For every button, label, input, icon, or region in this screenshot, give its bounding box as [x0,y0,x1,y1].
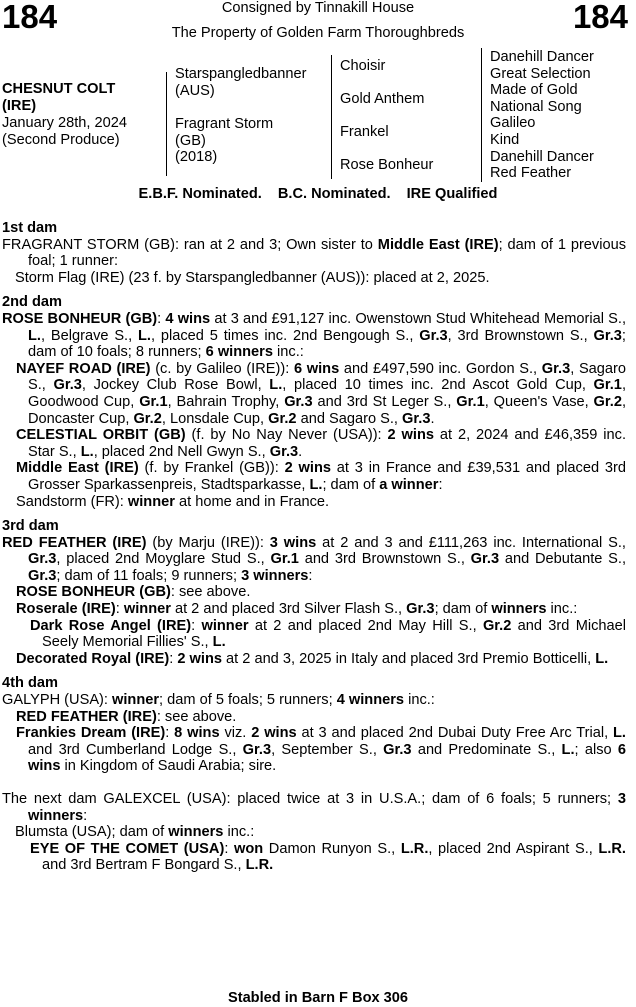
bold-text: L.R. [598,840,626,857]
bold-text: Gr.3 [28,551,57,568]
bold-text: winner [123,601,171,618]
text: , placed 10 times inc. 2nd Ascot Gold Cup, [282,377,594,394]
text: GALYPH (USA): [2,692,113,709]
bold-text: Roserale (IRE) [16,601,116,618]
dam-name: Fragrant Storm [175,116,274,132]
bold-text: Middle East (IRE) [377,236,499,253]
section-heading: 4th dam [2,675,58,692]
dam-country: (GB) [175,132,206,149]
stabling-info: Stabled in Barn F Box 306 [227,990,409,1006]
text: and Debutante S., [499,551,627,568]
text: , placed 2nd Nell Gwyn S., [93,443,270,460]
bold-text: 2 wins [387,427,434,444]
text: : [308,567,313,584]
pedigree-gen4-3: Made of Gold [490,82,578,99]
bold-text: RED FEATHER (IRE) [2,534,147,551]
pedigree-entry [30,841,626,874]
lot-number-left: 184 [2,0,58,35]
lot-number-right: 184 [572,0,628,35]
bold-text: Gr.1 [456,393,485,410]
bold-text: L. [80,443,94,460]
bold-text: Gr.3 [419,327,448,344]
horse-description [2,81,127,149]
text: and 3rd Bertram F Bongard S., [42,857,246,874]
text: and £497,590 inc. Gordon S., [339,360,542,377]
text: and 3rd Cumberland Lodge S., [28,741,243,758]
text: ; dam of 11 foals; 9 runners; [56,567,242,584]
bold-text: Frankies Dream (IRE) [16,725,166,742]
horse-produce: (Second Produce) [2,132,120,148]
text: (by Marju (IRE)): [146,534,270,551]
text: (f. by Frankel (GB)): [138,460,285,477]
text: (c. by Galileo (IRE)): [150,360,294,377]
text: and Sagaro S., [296,410,403,427]
text: , placed 2nd Moyglare Stud S., [56,551,271,568]
ire-qualified: IRE Qualified [406,186,498,202]
pedigree-entry [16,427,626,460]
text: at 3 and placed 2nd Dubai Duty Free Arc Trial, [296,725,614,742]
bold-text: Gr.1 [270,551,299,568]
bold-text: Gr.3 [383,741,412,758]
bold-text: Dark Rose Angel (IRE) [30,617,192,634]
pedigree-gen4-8: Red Feather [490,165,572,182]
text: : [169,650,178,667]
bold-text: L. [561,741,575,758]
text: , Bahrain Trophy, [167,393,285,410]
owner: The Property of Golden Farm Thoroughbreds [171,25,465,41]
bold-text: Gr.3 [53,377,82,394]
bold-text: 3 winners [28,791,626,824]
text: ; dam of 5 foals; 5 runners; [159,692,337,709]
pedigree-entry [16,494,626,511]
pedigree-entry [2,824,626,841]
text: and 3rd St Leger S., [312,393,457,410]
text: inc.: [404,692,435,709]
bold-text: L. [212,634,226,651]
family-details [2,220,626,874]
text: at home and in France. [174,493,330,510]
text: The next dam GALEXCEL (USA): placed twice at 3 in U.S.A.; dam of 6 foals; 5 runners; [2,791,618,807]
bold-text: 6 wins [293,360,340,377]
bold-text: 3 winners [241,567,309,584]
bold-text: RED FEATHER (IRE) [16,708,157,725]
section-gap [2,775,626,791]
text: ; dam of 1 previous foal; 1 runner: [28,236,626,270]
bold-text: Middle East (IRE) [16,460,139,477]
bold-text: Gr.3 [242,741,272,758]
pedigree-dam [175,116,273,166]
pedigree-entry [2,535,626,585]
bold-text: L.R. [245,857,274,874]
bold-text: Gr.1 [593,377,622,394]
bold-text: EYE OF THE COMET (USA) [30,840,225,857]
text: , Queen's Vase, [484,393,594,410]
text: . [298,443,303,460]
text: Damon Runyon S., [263,840,401,857]
text: : [83,807,88,824]
text: and Predominate S., [411,741,562,758]
bold-text: NAYEF ROAD (IRE) [16,360,151,377]
bold-text: Decorated Royal (IRE) [16,650,170,667]
text: at 3 in France and £39,531 and placed 3rd Grosser Sparkassenpreis, Stadtsparkasse, [28,460,626,493]
pedigree-gen4-2: Great Selection [490,65,591,82]
sire-country: (AUS) [175,82,215,99]
bold-text: 4 wins [165,310,211,327]
pedigree-gen4-1: Danehill Dancer [490,49,594,65]
ebf-nomination: E.B.F. Nominated. [138,186,262,202]
bold-text: Gr.2 [593,393,622,410]
pedigree-entry [16,725,626,775]
text: (f. by No Nay Never (USA)): [185,427,388,444]
section-heading: 3rd dam [2,518,59,535]
pedigree-entry [16,460,626,493]
pedigree-entry [2,791,626,824]
bold-text: L. [28,327,41,344]
bold-text: Gr.3 [269,443,299,460]
bold-text: Gr.3 [284,393,313,410]
text: Storm Flag (IRE) (23 f. by Starspangledbanner (AUS)): placed at 2, 2025. [15,269,490,286]
bold-text: Gr.3 [406,601,435,618]
horse-country: (IRE) [2,98,37,114]
bold-text: Gr.3 [28,567,57,584]
section-heading: 1st dam [2,220,58,236]
text: , Jockey Club Rose Bowl, [81,377,270,394]
bold-text: Gr.1 [139,393,168,410]
bold-text: 8 wins [174,725,220,742]
bold-text: winners [491,601,547,618]
text: and 3rd Michael Seely Memorial Fillies' S., [42,617,626,651]
text: : [115,601,124,618]
bold-text: Gr.3 [470,551,500,568]
pedigree-gen3-1: Choisir [340,58,386,74]
text: , Lonsdale Cup, [161,410,269,427]
bold-text: L. [138,327,151,344]
bold-text: CELESTIAL ORBIT (GB) [16,427,186,444]
bold-text: Gr.2 [133,410,162,427]
text: inc.: [546,601,578,618]
pedigree-entry [16,601,626,618]
text: : [224,840,234,857]
bold-text: winners [168,824,224,841]
pedigree-gen3-2: Gold Anthem [340,91,425,107]
text: : [191,617,202,634]
text: ; dam of [322,476,380,493]
bold-text: Gr.3 [593,327,622,344]
text: and 3rd Brownstown S., [298,551,471,568]
nominations [0,186,636,203]
bold-text: L. [269,377,283,394]
text: : [165,725,175,742]
bold-text: won [234,840,264,857]
bold-text: 4 winners [336,692,405,709]
pedigree-sire [175,66,306,99]
text: , Belgrave S., [40,327,139,344]
text: at 2 and placed 2nd May Hill S., [248,617,483,634]
dam-year: (2018) [175,149,218,166]
pedigree-gen3-4: Rose Bonheur [340,157,434,173]
text: ; dam of 10 foals; 8 runners; [28,327,626,361]
pedigree-entry [2,237,626,270]
pedigree-bracket-2 [331,55,332,179]
bold-text: Gr.3 [541,360,571,377]
pedigree-entry [16,651,626,668]
bold-text: L. [309,476,323,493]
text: , Goodwood Cup, [28,377,626,410]
pedigree-entry [16,584,626,601]
bold-text: L.R. [400,840,429,857]
text: : see above. [156,708,237,725]
bold-text: 2 wins [177,650,222,667]
text: at 2 and 3 and £111,263 inc. International S., [316,534,626,551]
bold-text: winner [127,493,175,510]
text: at 2 and placed 3rd Silver Flash S., [170,601,407,618]
text: in Kingdom of Saudi Arabia; sire. [60,758,277,775]
bold-text: 6 winners [205,344,273,361]
bold-text: 2 wins [284,460,331,477]
text: Sandstorm (FR): [16,493,128,510]
bold-text: L. [595,650,609,667]
bold-text: a winner [379,476,439,493]
text: , placed 2nd Aspirant S., [428,840,599,857]
sire-name: Starspangledbanner [175,66,307,82]
text: inc.: [272,344,304,361]
text: FRAGRANT STORM (GB): ran at 2 and 3; Own sister to [2,236,378,253]
section-heading: 2nd dam [2,294,63,311]
pedigree-gen3-3: Frankel [340,124,389,140]
bold-text: Gr.2 [482,617,512,634]
pedigree-gen4-6: Kind [490,131,520,148]
bold-text: ROSE BONHEUR (GB) [2,310,158,327]
pedigree-entry [2,311,626,361]
horse-dob: January 28th, 2024 [2,115,127,131]
bold-text: ROSE BONHEUR (GB) [16,584,171,601]
bold-text: winner [112,692,160,709]
pedigree-gen4-4: National Song [490,98,582,115]
pedigree-bracket-3 [481,48,482,182]
pedigree-gen4-5: Galileo [490,115,536,132]
pedigree-gen4-7: Danehill Dancer [490,148,594,165]
text: viz. [219,725,252,742]
bold-text: 2 wins [251,725,297,742]
text: , Sagaro S., [28,360,627,394]
text: , September S., [271,741,384,758]
text: at 2 and 3, 2025 in Italy and placed 3rd Premio Botticelli, [222,650,596,667]
text: at 2, 2024 and £46,359 inc. Star S., [28,427,627,460]
bold-text: Gr.3 [402,410,431,427]
text: : [438,476,443,493]
pedigree-entry [16,709,626,726]
text: at 3 and £91,127 inc. Owenstown Stud Whitehead Memorial S., [210,310,627,327]
text: inc.: [223,824,255,841]
text: Blumsta (USA); dam of [15,824,169,841]
bold-text: L. [613,725,626,742]
text: ; also [574,741,618,758]
horse-name: CHESNUT COLT [2,81,116,97]
bold-text: 3 wins [269,534,317,551]
pedigree-entry [2,270,626,287]
pedigree-entry [30,618,626,651]
text: ; dam of [434,601,492,618]
pedigree-entry [16,361,626,427]
pedigree-bracket-1 [166,72,167,176]
pedigree-gen4 [490,49,594,182]
bold-text: 6 wins [28,741,627,775]
text: , 3rd Brownstown S., [447,327,594,344]
consignor: Consigned by Tinnakill House [221,0,415,16]
text: . [430,410,435,427]
text: : [157,310,166,327]
bold-text: Gr.2 [268,410,297,427]
pedigree-entry [2,692,626,709]
bold-text: winner [201,617,249,634]
text: , Doncaster Cup, [28,393,627,427]
text: : see above. [170,584,251,601]
text: , placed 5 times inc. 2nd Bengough S., [151,327,420,344]
bc-nomination: B.C. Nominated. [277,186,391,202]
